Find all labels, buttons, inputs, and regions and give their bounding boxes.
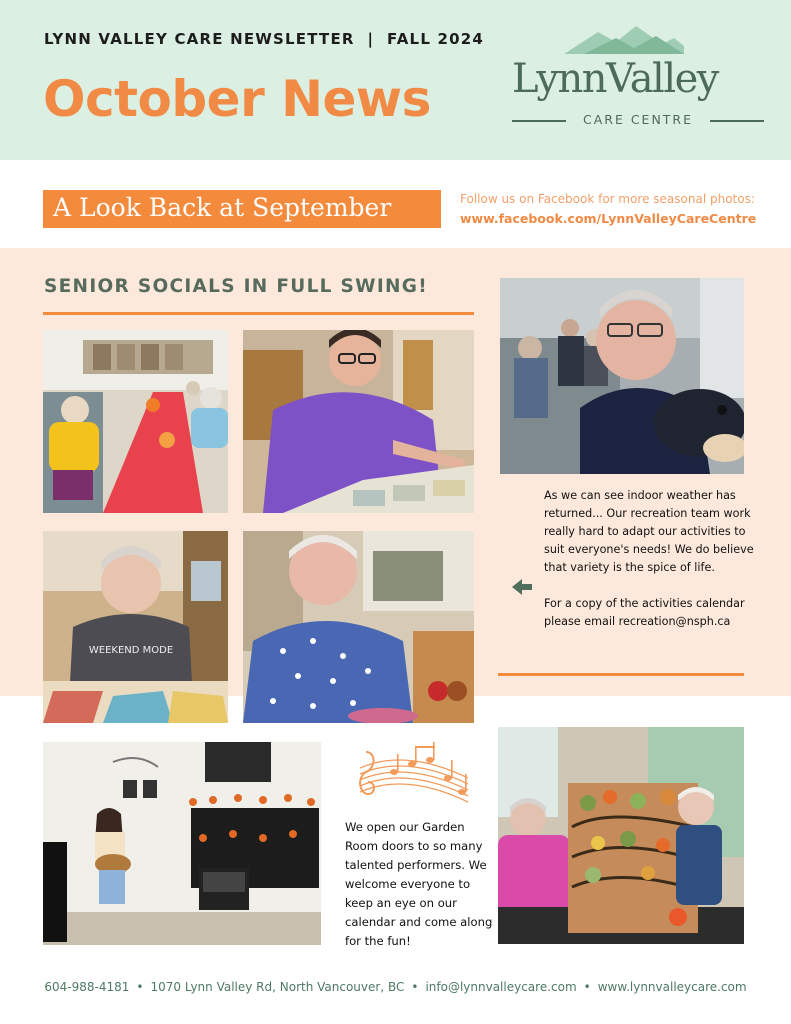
side-text-underline [498,673,744,676]
photo-star-shirt [243,531,474,723]
socials-paragraph-2: For a copy of the activities calendar please email recreation@nsph.ca [544,597,745,628]
shirt-print: WEEKEND MODE [88,645,174,656]
socials-heading: SENIOR SOCIALS IN FULL SWING! [44,276,429,297]
header-band [0,0,791,160]
performers-text: We open our Garden Room doors to so many talented performers. We welcome everyone to keep an eye on our calendar and come along for the fun! [345,820,493,948]
footer-separator: • [411,980,419,994]
footer-contact [0,980,791,994]
music-notes-icon [346,738,474,810]
socials-paragraph-1: As we can see indoor weather has returned... Our recreation team work really hard to adapt our activities to suit everyone's needs! We do believe that variety is the spice of life. [544,489,754,574]
footer-website[interactable]: www.lynnvalleycare.com [597,980,747,994]
photo-dining-social [43,330,228,513]
facebook-follow-text: Follow us on Facebook for more seasonal photos: [460,192,755,206]
footer-email[interactable]: info@lynnvalleycare.com [425,980,577,994]
photo-painting-weekend [43,531,228,723]
photo-craft-display [498,727,744,944]
page-title: October News [43,70,431,128]
facebook-link[interactable]: www.facebook.com/LynnValleyCareCentre [460,211,757,226]
section-title: A Look Back at September [53,193,392,222]
logo-subtitle: CARE CENTRE [582,112,694,127]
arrow-left-icon [512,577,532,597]
photo-puppet [500,278,744,474]
footer-address: 1070 Lynn Valley Rd, North Vancouver, BC [150,980,405,994]
logo-subtitle-row [512,112,764,128]
logo-divider-right [710,120,764,122]
heading-underline [43,312,474,315]
lynn-valley-logo[interactable] [508,24,768,134]
logo-wordmark: LynnValley [512,56,718,102]
photo-guitar-performer [43,742,321,945]
footer-separator: • [583,980,591,994]
mountain-logo-icon [564,24,684,58]
footer-phone[interactable]: 604-988-4181 [44,980,130,994]
socials-description [544,487,756,631]
newsletter-kicker: LYNN VALLEY CARE NEWSLETTER | FALL 2024 [44,30,485,48]
section-banner [43,190,441,228]
footer-separator: • [136,980,144,994]
photo-board-game [243,330,474,513]
